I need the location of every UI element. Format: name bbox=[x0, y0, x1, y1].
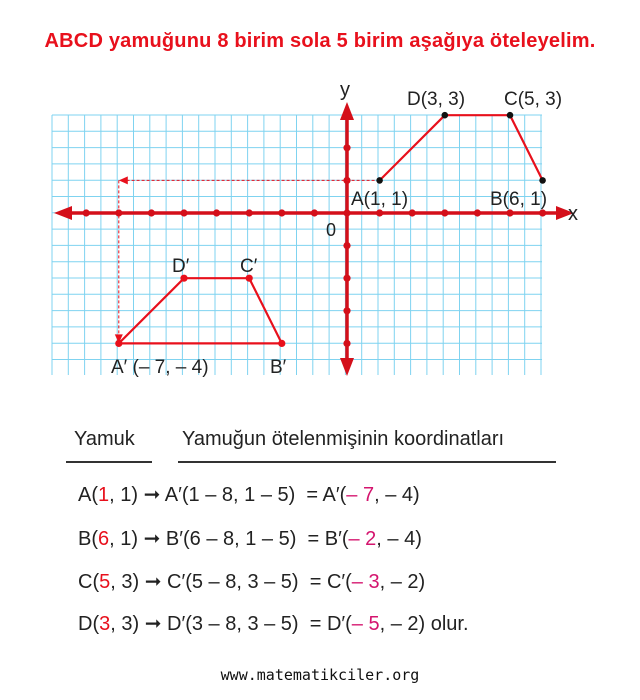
translation-row-c: C(5, 3) ➞ C′(5 – 8, 3 – 5) = C′(– 3, – 2) bbox=[78, 571, 426, 593]
x-axis-arrow bbox=[54, 206, 72, 220]
website-footer: www.matematikciler.org bbox=[220, 666, 420, 684]
y-tick-dot bbox=[343, 144, 350, 151]
header-underline bbox=[178, 461, 556, 463]
problem-title: ABCD yamuğunu 8 birim sola 5 birim aşağıya öteleyelim. bbox=[44, 30, 596, 52]
x-tick-dot bbox=[83, 209, 90, 216]
x-tick-dot bbox=[311, 209, 318, 216]
column-header-trapezoid: Yamuk bbox=[74, 428, 135, 450]
label-d-prime: D′ bbox=[172, 256, 190, 277]
vertex-a bbox=[376, 177, 383, 184]
y-tick-dot bbox=[343, 275, 350, 282]
label-c-prime: C′ bbox=[240, 256, 258, 277]
translation-row-b: B(6, 1) ➞ B′(6 – 8, 1 – 5) = B′(– 2, – 4) bbox=[78, 528, 422, 550]
x-tick-dot bbox=[343, 209, 350, 216]
x-tick-dot bbox=[180, 209, 187, 216]
vertex-c bbox=[507, 112, 514, 119]
y-tick-dot bbox=[343, 307, 350, 314]
y-tick-dot bbox=[343, 340, 350, 347]
x-tick-dot bbox=[213, 209, 220, 216]
x-tick-dot bbox=[506, 209, 513, 216]
label-a: A(1, 1) bbox=[351, 189, 409, 210]
x-tick-dot bbox=[148, 209, 155, 216]
x-axis-label: x bbox=[568, 203, 578, 225]
label-c: C(5, 3) bbox=[504, 89, 563, 110]
column-header-coordinates: Yamuğun ötelenmişinin koordinatları bbox=[182, 428, 505, 450]
translation-row-a: A(1, 1) ➞ A′(1 – 8, 1 – 5) = A′(– 7, – 4) bbox=[78, 484, 420, 506]
label-b-prime: B′ bbox=[270, 357, 287, 378]
x-tick-dot bbox=[409, 209, 416, 216]
x-tick-dot bbox=[441, 209, 448, 216]
y-tick-dot bbox=[343, 242, 350, 249]
y-axis-arrow bbox=[340, 358, 354, 376]
y-tick-dot bbox=[343, 112, 350, 119]
label-d: D(3, 3) bbox=[407, 89, 466, 110]
x-tick-dot bbox=[474, 209, 481, 216]
header-underline bbox=[66, 461, 152, 463]
translation-arrowhead bbox=[119, 176, 128, 184]
x-tick-dot bbox=[246, 209, 253, 216]
origin-label: 0 bbox=[326, 220, 337, 240]
vertex-b-prime bbox=[278, 340, 285, 347]
axes bbox=[54, 102, 574, 376]
vertex-a-prime bbox=[115, 340, 122, 347]
vertex-b bbox=[539, 177, 546, 184]
y-axis-label: y bbox=[340, 79, 350, 101]
label-a-prime: A′ (– 7, – 4) bbox=[111, 357, 209, 378]
x-tick-dot bbox=[539, 209, 546, 216]
label-b: B(6, 1) bbox=[490, 189, 548, 210]
vertex-d bbox=[442, 112, 449, 119]
x-tick-dot bbox=[278, 209, 285, 216]
x-tick-dot bbox=[376, 209, 383, 216]
translation-row-d: D(3, 3) ➞ D′(3 – 8, 3 – 5) = D′(– 5, – 2) olur. bbox=[78, 613, 469, 635]
